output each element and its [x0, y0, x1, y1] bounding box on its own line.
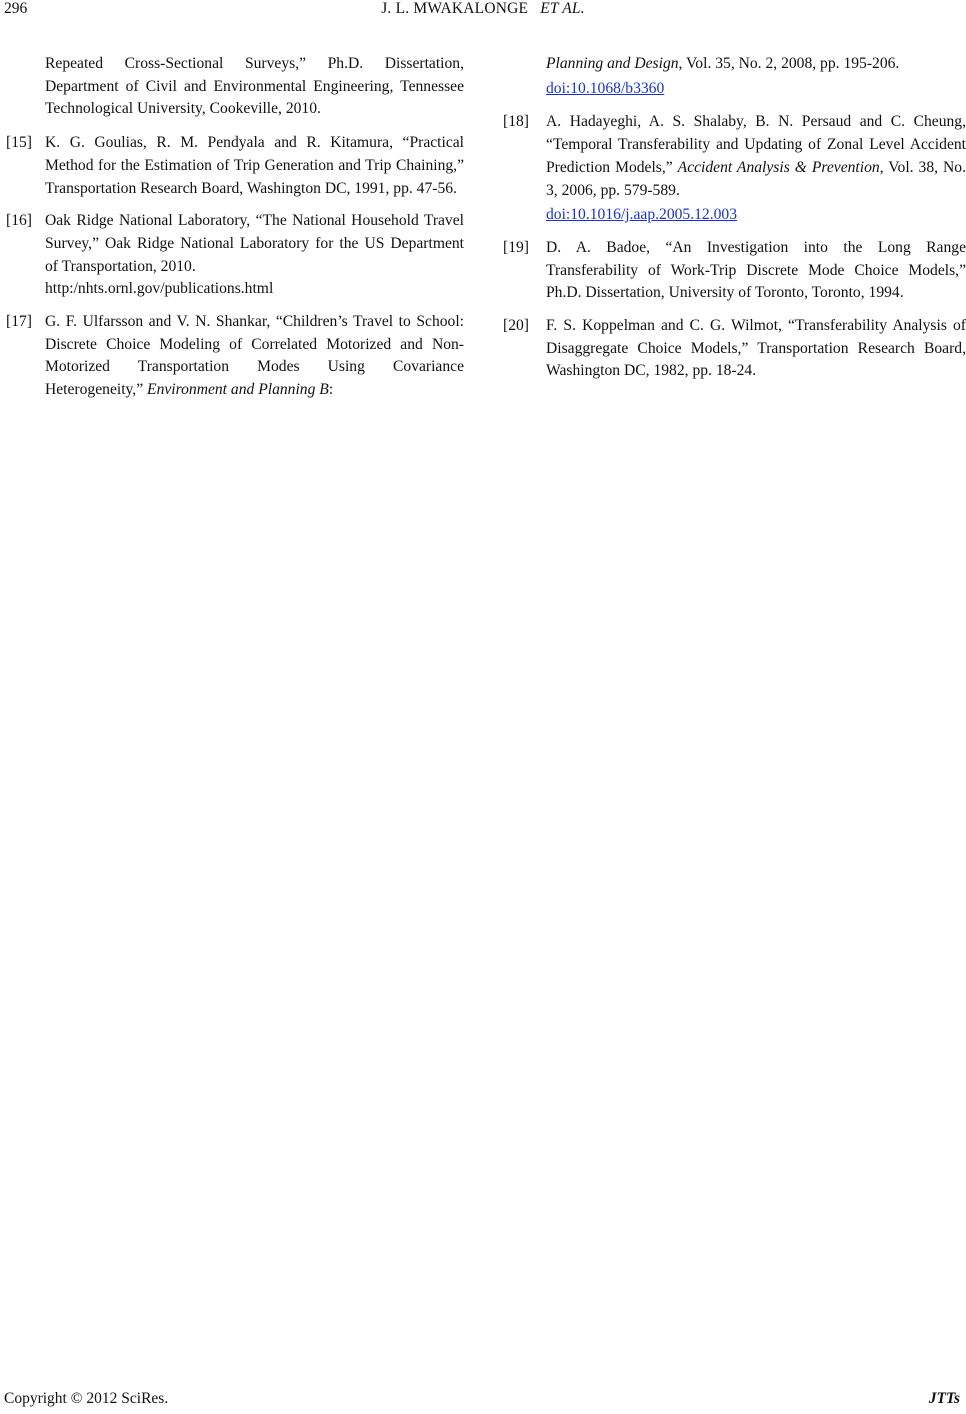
reference-number: [17]: [6, 313, 32, 331]
right-column: [503, 53, 966, 393]
reference-18: [503, 111, 966, 227]
reference-url[interactable]: http:/nhts.ornl.gov/publications.html: [45, 280, 274, 298]
reference-number: [18]: [503, 113, 529, 131]
reference-number: [15]: [6, 134, 32, 152]
reference-tail: , Vol. 38, No. 3, 2006, pp. 579-589.: [546, 158, 966, 199]
reference-text: [45, 311, 464, 402]
reference-number: [16]: [6, 212, 32, 230]
reference-text: Oak Ridge National Laboratory, “The National Household Travel Survey,” Oak Ridge National Laboratory for the US Department of Transportation, 2010.: [45, 212, 464, 275]
journal-name: Planning and Design: [546, 55, 679, 72]
reference-17: [6, 311, 464, 402]
reference-text: Repeated Cross-Sectional Surveys,” Ph.D. Dissertation, Department of Civil and Environmental Engineering, Tennessee Technological University, Cookeville, 2010.: [45, 55, 464, 118]
journal-name: Accident Analysis & Prevention: [677, 158, 880, 176]
reference-text: F. S. Koppelman and C. G. Wilmot, “Transferability Analysis of Disaggregate Choice Models,” Transportation Research Board, Washington DC, 1982, pp. 18-24.: [546, 317, 966, 380]
author-title: J. L. MWAKALONGE: [381, 0, 529, 17]
left-column: [6, 53, 464, 412]
reference-body: G. F. Ulfarsson and V. N. Shankar, “Children’s Travel to School: Discrete Choice Modeling of Correlated Motorized and Non-Motorized Transportation Modes Using Covariance Heterogeneity,”: [45, 313, 464, 399]
doi-link[interactable]: doi:10.1068/b3360: [546, 79, 665, 97]
reference-number: [20]: [503, 317, 529, 335]
reference-number: [19]: [503, 238, 529, 256]
reference-text: K. G. Goulias, R. M. Pendyala and R. Kitamura, “Practical Method for the Estimation of Trip Generation and Trip Chaining,” Transportation Research Board, Washington DC, 1991, pp. 47-56.: [45, 134, 464, 197]
doi-link[interactable]: doi:10.1016/j.aap.2005.12.003: [546, 206, 738, 224]
reference-19: [503, 237, 966, 305]
journal-abbrev: JTTs: [928, 1390, 960, 1407]
reference-16: [6, 210, 464, 301]
copyright: Copyright © 2012 SciRes.: [4, 1390, 169, 1407]
reference-text: [546, 53, 966, 76]
reference-text: D. A. Badoe, “An Investigation into the Long Range Transferability of Work-Trip Discrete Mode Choice Models,” Ph.D. Dissertation, University of Toronto, Toronto, 1994.: [546, 238, 966, 302]
reference-body: A. Hadayeghi, A. S. Shalaby, B. N. Persaud and C. Cheung, “Temporal Transferability and Updating of Zonal Level Accident Prediction Models,”: [546, 113, 966, 176]
reference-20: [503, 315, 966, 383]
running-title: [0, 0, 966, 18]
reference-tail: :: [328, 381, 334, 399]
reference-continuation: [6, 53, 464, 121]
reference-text: [546, 111, 966, 202]
et-al: ET AL.: [540, 0, 585, 17]
running-head: [0, 0, 966, 24]
page-number: 296: [4, 0, 28, 17]
reference-tail: , Vol. 35, No. 2, 2008, pp. 195-206.: [678, 55, 900, 72]
journal-name: Environment and Planning B: [147, 381, 329, 399]
reference-15: [6, 132, 464, 200]
reference-17-continuation: [503, 53, 966, 100]
